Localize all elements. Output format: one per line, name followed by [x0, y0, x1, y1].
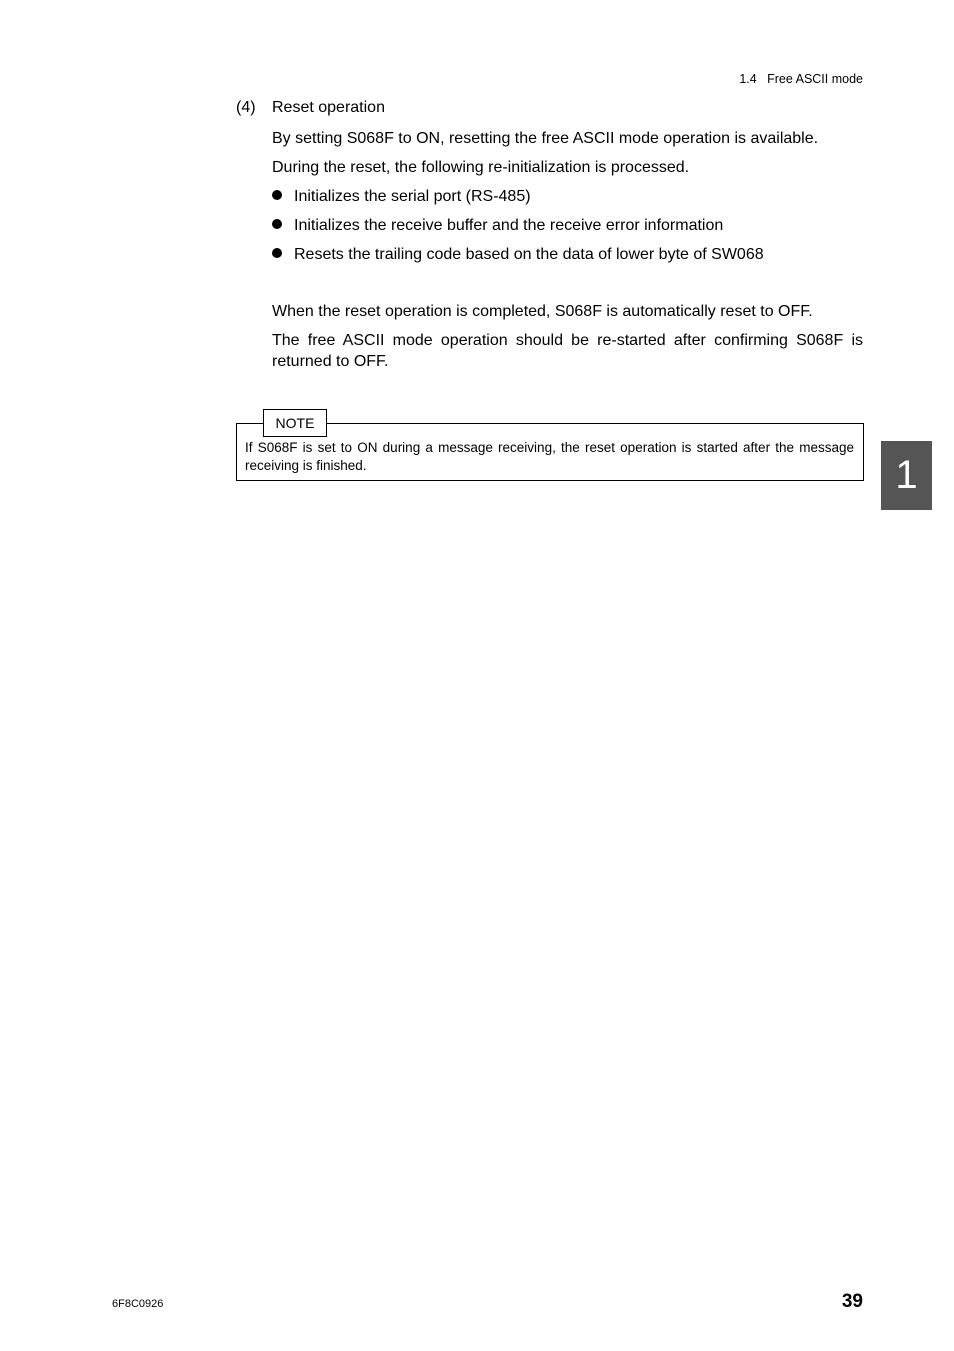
bullet-text: Resets the trailing code based on the data of lower byte of SW068	[294, 246, 764, 263]
footer-doc-code: 6F8C0926	[112, 1298, 164, 1310]
paragraph-restart: The free ASCII mode operation should be re-started after confirming S068F is returned to OFF.	[272, 332, 863, 370]
footer-page-number: 39	[841, 1291, 863, 1312]
bullet-dot-icon	[272, 248, 282, 258]
bullet-item	[272, 186, 863, 207]
note-label: NOTE	[263, 409, 327, 437]
section-title: Reset operation	[272, 99, 385, 116]
chapter-tab: 1	[881, 441, 932, 510]
bullet-item	[272, 215, 863, 236]
paragraph-completed: When the reset operation is completed, S068F is automatically reset to OFF.	[272, 303, 813, 320]
section-number: (4)	[236, 99, 256, 116]
bullet-text: Initializes the receive buffer and the receive error information	[294, 217, 724, 234]
bullet-dot-icon	[272, 219, 282, 229]
note-text: If S068F is set to ON during a message receiving, the reset operation is started after the message receiving is finished.	[245, 440, 854, 473]
paragraph-intro: By setting S068F to ON, resetting the free ASCII mode operation is available.	[272, 130, 819, 147]
paragraph-reinit: During the reset, the following re-initialization is processed.	[272, 159, 690, 176]
header-section-ref: 1.4 Free ASCII mode	[739, 72, 863, 86]
bullet-text: Initializes the serial port (RS-485)	[294, 188, 531, 205]
section-heading	[236, 99, 385, 117]
bullet-dot-icon	[272, 190, 282, 200]
bullet-item	[272, 244, 863, 265]
